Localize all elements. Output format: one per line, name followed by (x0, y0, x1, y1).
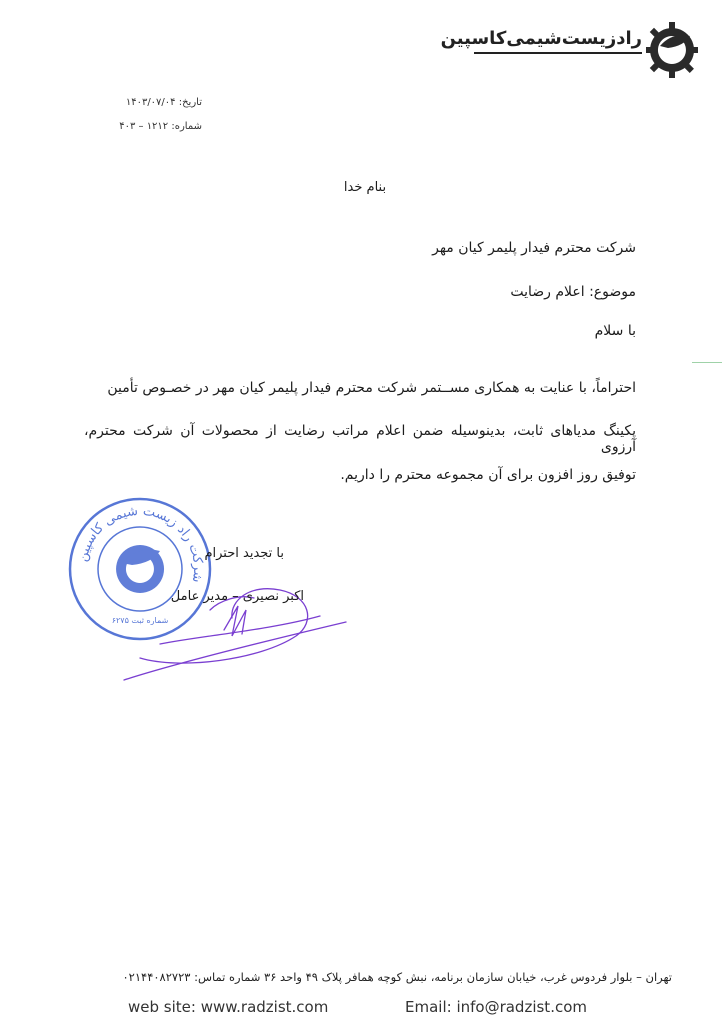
signer-line: اکبر نصیری – مدیر عامل (170, 589, 304, 604)
company-logo-icon (644, 20, 700, 80)
company-logo-text: رادزیست‌شیمی‌کاسپین (440, 28, 642, 49)
recipient-line: شرکت محترم فیدار پلیمر کیان مهر (432, 240, 636, 256)
logo-underline (474, 52, 642, 54)
body-paragraph-line: توفیق روز افزون برای آن مجموعه محترم را داریم. (340, 467, 636, 483)
closing-line: با تجدید احترام (204, 546, 284, 561)
subject-line: موضوع: اعلام رضایت (510, 284, 636, 300)
body-paragraph-line: پکینگ مدیاهای ثابت، بدینوسیله ضمن اعلام مراتب رضایت از محصولات آن شرکت محترم، آرزوی (84, 423, 636, 455)
handwritten-signature (120, 570, 350, 685)
footer-address: تهران – بلوار فردوس غرب، خیابان سازمان برنامه، نبش کوچه همافر پلاک ۴۹ واحد ۳۶ شماره تماس: ۰۲۱۴۴۰۸۲۷۲۳ (122, 970, 672, 984)
stamp-ring-text: شرکت راد زیست شیمی کاسپین (75, 503, 206, 584)
basmala-heading: بنام خدا (343, 180, 387, 195)
letter-date: تاریخ: ۱۴۰۳/۰۷/۰۴ (125, 97, 202, 108)
letter-number: شماره: ۱۲۱۲ – ۴۰۳ (119, 121, 202, 132)
greeting-line: با سلام (594, 323, 636, 339)
body-paragraph-line: احتراماً، با عنایت به همکاری مســتمر شرکت محترم فیدار پلیمر کیان مهر در خصـوص تأمین (107, 380, 636, 396)
edge-mark (692, 362, 722, 363)
footer-email: Email: info@radzist.com (405, 998, 587, 1016)
stamp-registration: شماره ثبت ۶۲۷۵ (111, 616, 169, 625)
footer-website: web site: www.radzist.com (128, 998, 329, 1016)
